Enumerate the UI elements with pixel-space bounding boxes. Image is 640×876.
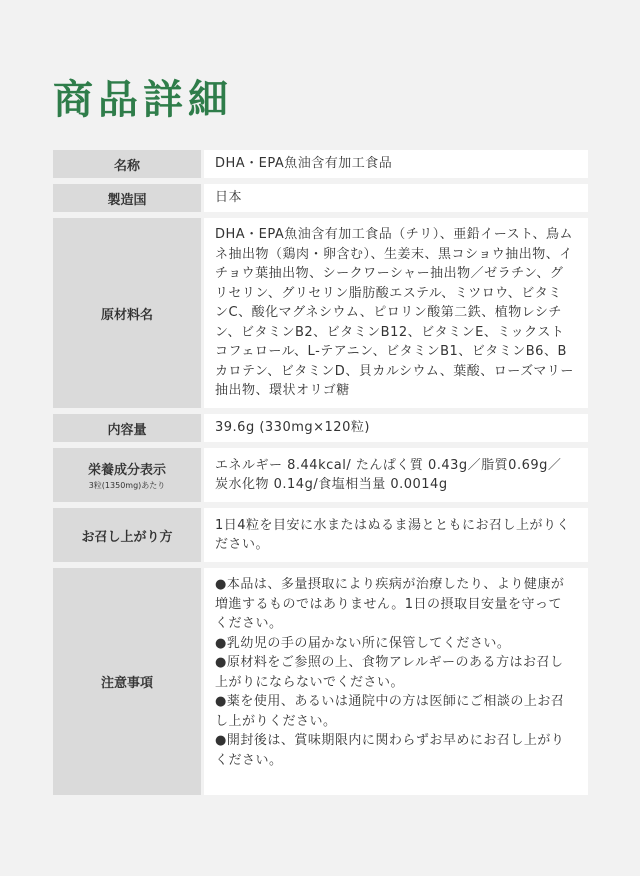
spec-row-directions bbox=[53, 508, 588, 562]
spec-label-text: 栄養成分表示 bbox=[87, 463, 166, 478]
spec-value-text: 日本 bbox=[215, 190, 243, 206]
product-spec-table bbox=[53, 150, 588, 801]
caution-item: ●薬を使用、あるいは通院中の方は医師にご相談の上お召し上がりください。 bbox=[215, 694, 565, 729]
caution-item: ●原材料をご参照の上、食物アレルギーのある方はお召し上がりにならないでください。 bbox=[215, 655, 564, 690]
spec-value-ingredients bbox=[204, 218, 588, 408]
spec-value-country bbox=[204, 184, 588, 212]
spec-label-text: 内容量 bbox=[107, 422, 147, 438]
spec-value-nutrition bbox=[204, 448, 588, 502]
spec-row-country bbox=[53, 184, 588, 212]
spec-row-nutrition bbox=[53, 448, 588, 502]
spec-label-content bbox=[53, 414, 201, 442]
caution-item: ●乳幼児の手の届かない所に保管してください。 bbox=[215, 635, 511, 651]
spec-label-name bbox=[53, 150, 201, 178]
spec-label-text: 名称 bbox=[113, 158, 140, 174]
spec-label-text: 製造国 bbox=[107, 192, 147, 208]
spec-value-text: 1日4粒を目安に水またはぬるま湯とともにお召し上がりください。 bbox=[215, 517, 571, 552]
spec-label-text: 原材料名 bbox=[100, 307, 153, 323]
spec-label-country bbox=[53, 184, 201, 212]
spec-label-nutrition bbox=[53, 448, 201, 502]
page-title: 商品詳細 bbox=[53, 77, 233, 123]
spec-row-cautions bbox=[53, 568, 588, 795]
spec-value-content bbox=[204, 414, 588, 442]
spec-value-text: 39.6g (330mg×120粒) bbox=[215, 420, 370, 436]
spec-value-cautions bbox=[204, 568, 588, 795]
spec-value-name bbox=[204, 150, 588, 178]
spec-row-content bbox=[53, 414, 588, 442]
spec-value-text: DHA・EPA魚油含有加工食品 bbox=[215, 156, 393, 172]
spec-sublabel-text: 3粒(1350mg)あたり bbox=[88, 481, 166, 490]
caution-item: ●開封後は、賞味期限内に関わらずお早めにお召し上がりください。 bbox=[215, 733, 565, 768]
spec-label-directions bbox=[53, 508, 201, 562]
caution-item: ●本品は、多量摂取により疾病が治療したり、より健康が増進するものではありません。1日の摂取目安量を守ってください。 bbox=[215, 577, 565, 631]
spec-label-cautions bbox=[53, 568, 201, 795]
spec-label-text: 注意事項 bbox=[100, 676, 153, 691]
spec-label-text: お召し上がり方 bbox=[81, 529, 173, 545]
spec-value-text: エネルギー 8.44kcal/ たんぱく質 0.43g／脂質0.69g／炭水化物 0.14g/食塩相当量 0.0014g bbox=[215, 457, 562, 492]
spec-value-text: DHA・EPA魚油含有加工食品（チリ）、亜鉛イースト、鳥ムネ抽出物（鶏肉・卵含む）、生姜末、黒コショウ抽出物、イチョウ葉抽出物、シークワーシャー抽出物／ゼラチン、グリセリン、グリセリン脂肪酸エステル、ミツロウ、ビタミンC、酸化マグネシウム、ピロリン酸第二鉄、植物レシチン、ビタミンB2、ビタミンB12、ビタミンE、ミックストコフェロール、L-テアニン、ビタミンB1、ビタミンB6、Bカロテン、ビタミンD、貝カルシウム、葉酸、ローズマリー抽出物、環状オリゴ糖 bbox=[215, 227, 574, 398]
spec-value-directions bbox=[204, 508, 588, 562]
caution-list bbox=[215, 575, 574, 770]
spec-row-name bbox=[53, 150, 588, 178]
spec-row-ingredients bbox=[53, 218, 588, 408]
spec-label-ingredients bbox=[53, 218, 201, 408]
